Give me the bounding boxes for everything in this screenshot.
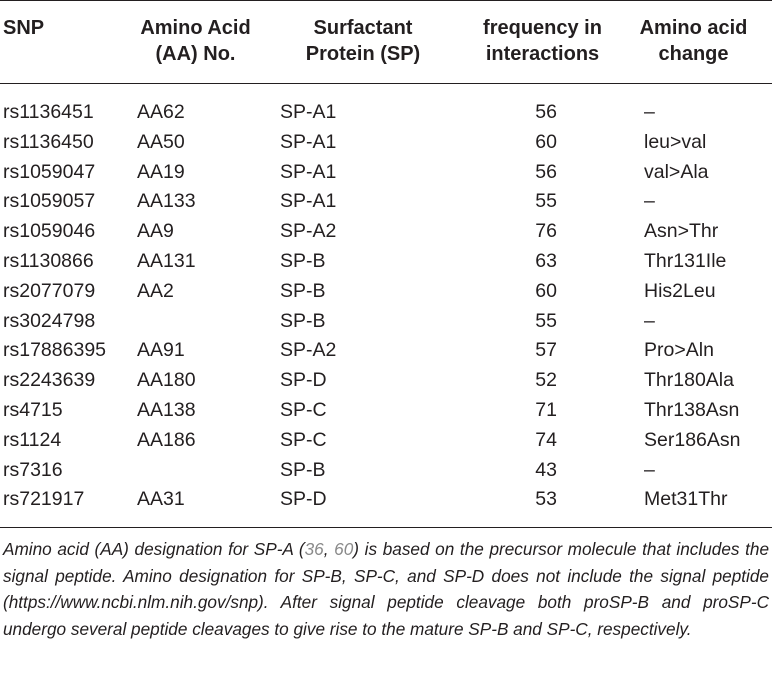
table-row — [0, 307, 772, 337]
amino-acid-change-cell: – — [644, 309, 655, 332]
amino-acid-change-cell: leu>val — [644, 130, 707, 153]
amino-acid-change-cell: Thr131Ile — [644, 249, 727, 272]
snp-cell: rs1059046 — [3, 220, 96, 243]
snp-cell: rs1136450 — [3, 130, 94, 153]
surfactant-protein-cell: SP-B — [280, 309, 326, 332]
aa-number-cell: AA50 — [137, 130, 185, 153]
amino-acid-change-cell: Ser186Asn — [644, 428, 741, 451]
surfactant-protein-cell: SP-A1 — [280, 190, 337, 213]
header-aa-line2: (AA) No. — [155, 43, 236, 65]
header-rule — [0, 83, 772, 84]
aa-number-cell: AA91 — [137, 339, 185, 362]
surfactant-protein-cell: SP-C — [280, 398, 327, 421]
amino-acid-change-cell: – — [644, 190, 655, 213]
surfactant-protein-cell: SP-A1 — [280, 160, 337, 183]
snp-cell: rs1136451 — [3, 101, 94, 123]
aa-number-cell: AA62 — [137, 101, 185, 123]
snp-cell: rs1059057 — [3, 190, 96, 213]
header-snp — [3, 15, 44, 41]
surfactant-protein-cell: SP-A1 — [280, 130, 337, 153]
frequency-cell: 71 — [535, 398, 557, 421]
footnote-text-2: ) is based on the precursor molecule that includes the signal peptide. Amino designation for SP-B, SP-C, and SP-D does not include the signal peptide (https://www.ncbi.nlm.nih.gov/snp). After signal peptide cleavage both proSP-B and proSP-C undergo several peptide cleavages to give rise to the mature SP-B and SP-C, respectively. — [3, 539, 770, 639]
frequency-cell: 52 — [535, 369, 557, 392]
amino-acid-change-cell: – — [644, 458, 655, 481]
header-frequency — [470, 15, 615, 67]
amino-acid-change-cell: Thr138Asn — [644, 398, 740, 421]
table-row — [0, 217, 772, 247]
header-sp-line2: Protein (SP) — [305, 43, 421, 65]
table-row — [0, 456, 772, 486]
aa-number-cell: AA138 — [137, 398, 196, 421]
frequency-cell: 56 — [535, 101, 557, 123]
amino-acid-change-cell: Pro>Aln — [644, 339, 714, 362]
amino-acid-change-cell: Met31Thr — [644, 488, 728, 511]
frequency-cell: 55 — [535, 309, 557, 332]
amino-acid-change-cell: His2Leu — [644, 279, 716, 302]
footnote-text-1: Amino acid (AA) designation for SP-A ( — [3, 539, 305, 559]
aa-number-cell: AA133 — [137, 190, 196, 213]
surfactant-protein-cell: SP-A2 — [280, 339, 337, 362]
aa-number-cell: AA131 — [137, 249, 196, 272]
table-row — [0, 98, 772, 128]
frequency-cell: 74 — [535, 428, 557, 451]
table-body — [0, 98, 772, 515]
snp-cell: rs2243639 — [3, 369, 96, 392]
table-footnote — [3, 536, 769, 642]
header-aa-number — [108, 15, 283, 67]
frequency-cell: 53 — [535, 488, 557, 511]
table-top-rule — [0, 0, 772, 1]
snp-cell: rs1124 — [3, 428, 62, 451]
snp-cell: rs17886395 — [3, 339, 107, 362]
header-freq-line1: frequency in — [483, 17, 602, 39]
header-sp-line1: Surfactant — [313, 17, 413, 39]
header-snp-label: SNP — [3, 17, 45, 39]
frequency-cell: 43 — [535, 458, 557, 481]
amino-acid-change-cell: val>Ala — [644, 160, 709, 183]
table-row — [0, 247, 772, 277]
snp-cell: rs721917 — [3, 488, 85, 511]
frequency-cell: 63 — [535, 249, 557, 272]
aa-number-cell: AA2 — [137, 279, 174, 302]
header-chg-line2: change — [658, 43, 729, 65]
frequency-cell: 76 — [535, 220, 557, 243]
table-row — [0, 336, 772, 366]
header-aa-line1: Amino Acid — [140, 17, 251, 39]
header-chg-line1: Amino acid — [639, 17, 748, 39]
table-row — [0, 158, 772, 188]
amino-acid-change-cell: – — [644, 101, 655, 123]
amino-acid-change-cell: Asn>Thr — [644, 220, 719, 243]
amino-acid-change-cell: Thr180Ala — [644, 369, 734, 392]
snp-cell: rs4715 — [3, 398, 63, 421]
surfactant-protein-cell: SP-A1 — [280, 101, 337, 123]
snp-cell: rs1130866 — [3, 249, 94, 272]
header-freq-line2: interactions — [485, 43, 600, 65]
frequency-cell: 60 — [535, 130, 557, 153]
surfactant-protein-cell: SP-B — [280, 279, 326, 302]
snp-cell: rs3024798 — [3, 309, 96, 332]
table-row — [0, 187, 772, 217]
surfactant-protein-cell: SP-B — [280, 458, 326, 481]
aa-number-cell: AA180 — [137, 369, 196, 392]
surfactant-protein-cell: SP-B — [280, 249, 326, 272]
frequency-cell: 55 — [535, 190, 557, 213]
frequency-cell: 57 — [535, 339, 557, 362]
surfactant-protein-cell: SP-D — [280, 488, 327, 511]
header-surfactant-protein — [283, 15, 443, 67]
aa-number-cell: AA19 — [137, 160, 185, 183]
table-row — [0, 485, 772, 515]
aa-number-cell: AA31 — [137, 488, 185, 511]
footnote-ref-60[interactable]: 60 — [334, 539, 354, 559]
header-amino-acid-change — [615, 15, 772, 67]
table-row — [0, 426, 772, 456]
aa-number-cell: AA186 — [137, 428, 196, 451]
frequency-cell: 60 — [535, 279, 557, 302]
table-bottom-rule — [0, 527, 772, 528]
frequency-cell: 56 — [535, 160, 557, 183]
table-row — [0, 366, 772, 396]
snp-cell: rs1059047 — [3, 160, 96, 183]
footnote-separator: , — [323, 539, 335, 559]
table-row — [0, 277, 772, 307]
aa-number-cell: AA9 — [137, 220, 174, 243]
snp-cell: rs7316 — [3, 458, 63, 481]
surfactant-protein-cell: SP-C — [280, 428, 327, 451]
table-row — [0, 128, 772, 158]
surfactant-protein-cell: SP-A2 — [280, 220, 337, 243]
table-row — [0, 396, 772, 426]
surfactant-protein-cell: SP-D — [280, 369, 327, 392]
footnote-ref-36[interactable]: 36 — [304, 539, 324, 559]
snp-cell: rs2077079 — [3, 279, 96, 302]
